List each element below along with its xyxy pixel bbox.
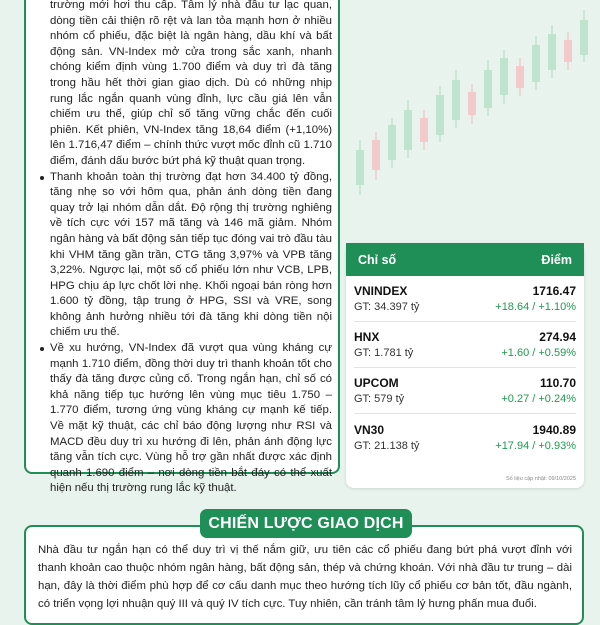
index-name: UPCOM — [354, 376, 399, 390]
index-name: VN30 — [354, 422, 385, 437]
data-update-note: Số liệu cập nhật: 09/10/2025 — [505, 476, 576, 482]
candle-body — [356, 150, 364, 185]
index-change: +0.27 / +0.24% — [501, 393, 576, 405]
candle-body — [516, 66, 524, 88]
index-table-header — [346, 243, 584, 276]
commentary-intro: trường mới hơi thu cấp. Tâm lý nhà đầu tư lạc quan, dòng tiền cải thiện rõ rệt và lan tỏa mạnh hơn ở nhiều nhóm cổ phiếu, đặc biệt là ngân hàng, dầu khí và bất động sản. VN-Index mở cửa trong sắc xanh, nhanh chóng kiểm định vùng 1.700 điểm và duy trì đà tăng trong hầu hết thời gian giao dịch. Dù có những nhịp rung lắc ngắn quanh vùng đỉnh, lực cầu giá lên vẫn chiếm ưu thế, giúp chỉ số tăng vững chắc đến cuối phiên. Kết phiên, VN-Index tăng 18,64 điểm (+1,10%) lên 1.716,47 điểm – chính thức vượt mốc đỉnh cũ 1.710 điểm, đánh dấu bước bứt phá kỹ thuật quan trọng. — [50, 0, 332, 167]
candle-body — [372, 140, 380, 170]
strategy-title: CHIẾN LƯỢC GIAO DỊCH — [200, 509, 412, 538]
index-row-vn30 — [354, 414, 576, 460]
candle-body — [580, 20, 588, 55]
index-row-vnindex — [354, 276, 576, 322]
candle-body — [436, 95, 444, 135]
commentary-bullet-liquidity: Thanh khoản toàn thị trường đạt hơn 34.400 tỷ đồng, tăng nhẹ so với hôm qua, phản ánh dòng tiền đang quay trở lại nhóm dẫn dắt. Độ rộng thị trường nghiêng về tích cực với 157 mã tăng và 146 mã giảm. Nhóm ngân hàng và bất động sản tiếp tục đóng vai trò đầu tàu khi VHM tăng gần trần, CTG tăng 3,97% và VPB tăng 3,22%. Ngược lại, một số cổ phiếu lớn như VCB, LPB, HPG chịu áp lực chốt lời nhẹ. Khối ngoại bán ròng hơn 1.600 tỷ đồng, tập trung ở HPG, SSI và VRE, song không ảnh hưởng nhiều tới đà tăng khi dòng tiền nội chiếm ưu thế. — [40, 170, 332, 342]
candle-body — [468, 92, 476, 115]
candle-body — [388, 125, 396, 160]
index-change: +18.64 / +1.10% — [495, 301, 576, 313]
index-header-value: Điểm — [541, 252, 572, 267]
index-name: VNINDEX — [354, 284, 408, 298]
index-row-hnx — [354, 322, 576, 368]
candle-body — [500, 58, 508, 95]
strategy-body: Nhà đầu tư ngắn hạn có thể duy trì vị thế nắm giữ, ưu tiên các cổ phiếu đang bứt phá vượt đỉnh với thanh khoản cao thuộc nhóm ngân hàng, bất động sản, thép và chứng khoán. Với nhà đầu tư trung – dài hạn, đây là thời điểm phù hợp để cơ cấu danh mục theo hướng tích lũy cổ phiếu cơ bản tốt, đầu ngành, có triển vọng lợi nhuận quý III và quý IV tích cực. Tuy nhiên, cần tránh tâm lý hưng phấn mua đuổi. — [38, 544, 572, 610]
candle-body — [564, 40, 572, 62]
index-name: HNX — [354, 330, 380, 344]
index-row-upcom — [354, 368, 576, 414]
candle-body — [532, 45, 540, 82]
market-commentary-card — [24, 0, 340, 495]
index-points: 1940.89 — [532, 422, 576, 437]
index-volume: GT: 1.781 tỷ — [354, 347, 414, 359]
index-points: 274.94 — [539, 330, 576, 344]
index-change: +1.60 / +0.59% — [501, 347, 576, 359]
candle-body — [484, 70, 492, 108]
index-header-name: Chỉ số — [358, 252, 397, 267]
index-volume: GT: 34.397 tỷ — [354, 301, 420, 313]
commentary-bullets — [40, 170, 332, 497]
candle-body — [452, 80, 460, 120]
index-volume: GT: 21.138 tỷ — [354, 439, 420, 452]
index-change: +17.94 / +0.93% — [495, 439, 576, 452]
candle-body — [420, 118, 428, 142]
trading-strategy-box — [24, 525, 584, 625]
candle-body — [404, 110, 412, 150]
candlestick-chart-icon — [340, 0, 600, 230]
commentary-bullet-trend: Về xu hướng, VN-Index đã vượt qua vùng kháng cự mạnh 1.710 điểm, đồng thời duy trì thanh khoản tốt cho thấy đà tăng được củng cố. Trong ngắn hạn, chỉ số có khả năng tiếp tục hướng lên vùng mục tiêu 1.750 – 1.770 điểm, tương ứng vùng kháng cự mạnh kế tiếp. Về mặt kỹ thuật, các chỉ báo động lượng như RSI và MACD đều duy trì xu hướng đi lên, phản ánh động lực tăng vẫn tích cực. Vùng hỗ trợ gần nhất được xác định quanh 1.690 điểm – nơi dòng tiền bắt đáy có thể xuất hiện nếu thị trường rung lắc kỹ thuật. — [40, 341, 332, 497]
candle-body — [548, 34, 556, 70]
index-volume: GT: 579 tỷ — [354, 393, 405, 405]
index-points: 110.70 — [539, 376, 576, 390]
index-points: 1716.47 — [532, 284, 576, 298]
index-table-card — [346, 243, 584, 488]
